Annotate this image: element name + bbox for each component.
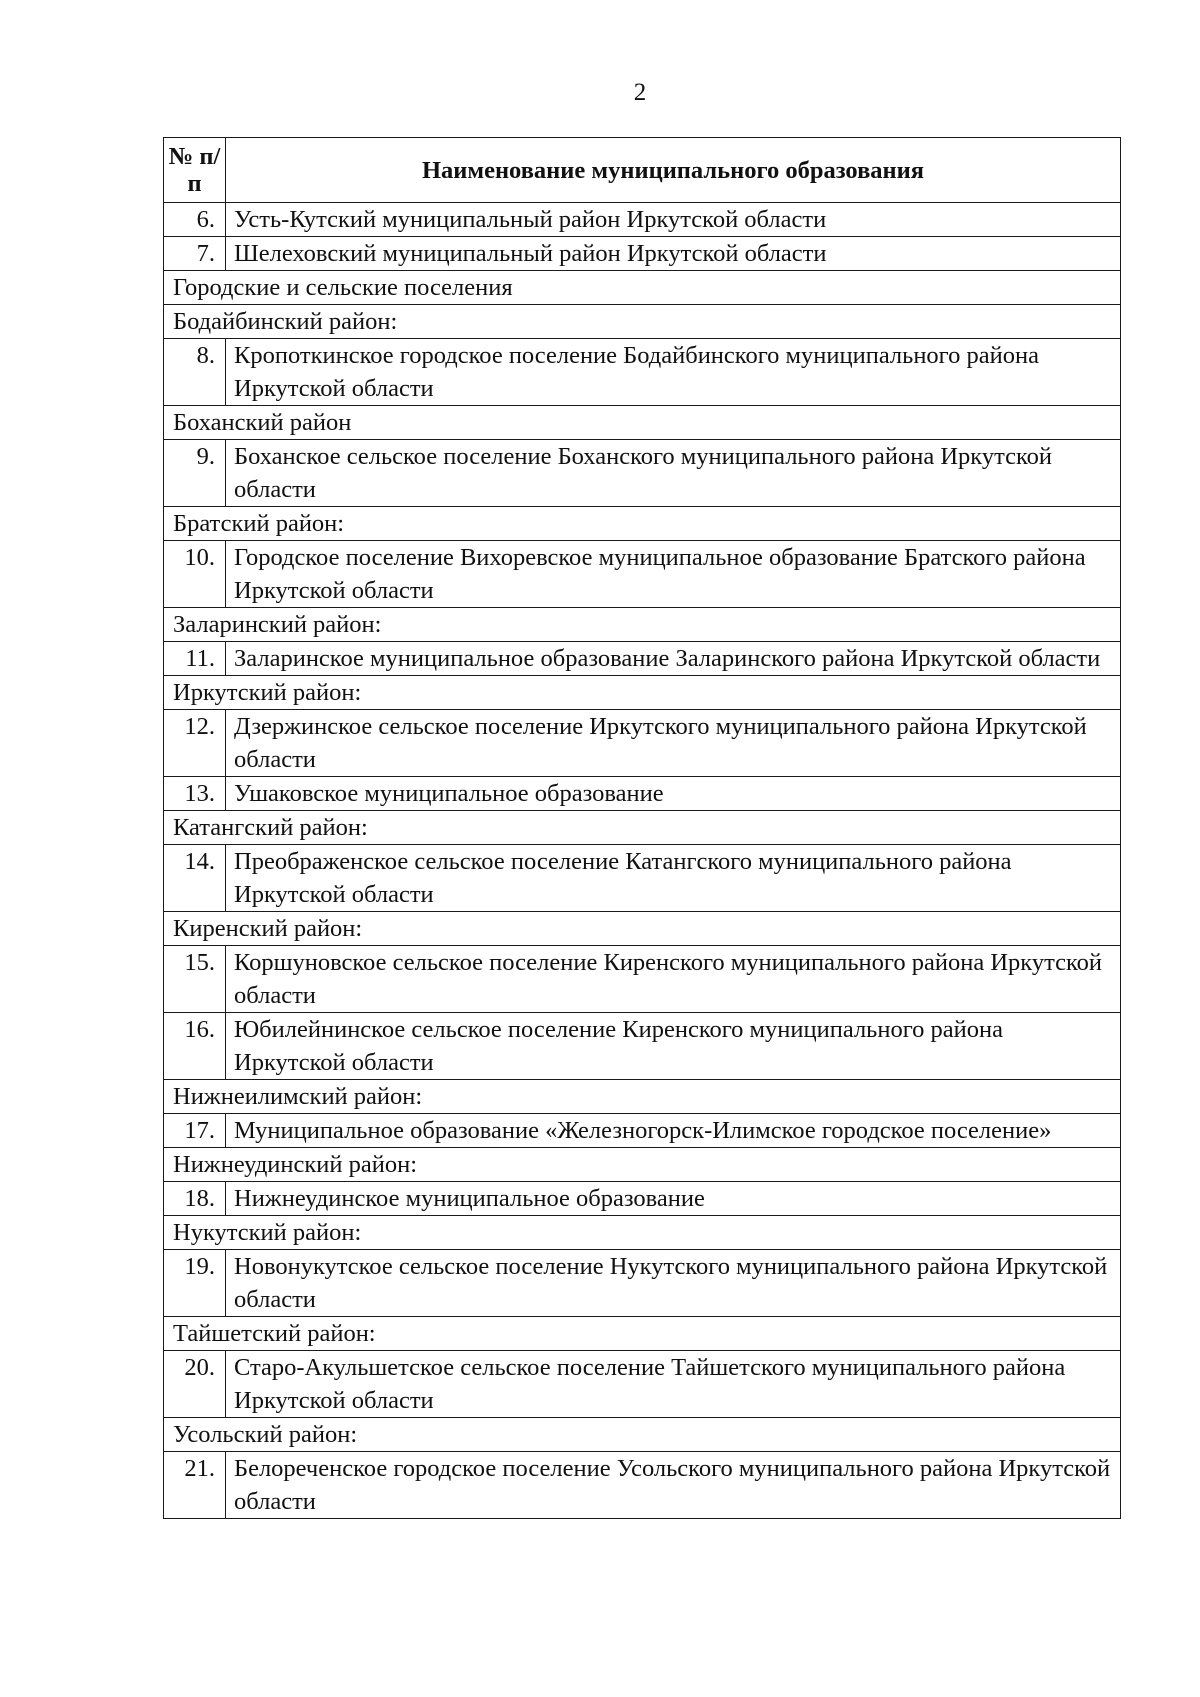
municipality-name: Старо-Акульшетское сельское поселение Тайшетского муниципального района Иркутской области <box>226 1351 1121 1418</box>
municipality-name: Заларинское муниципальное образование Заларинского района Иркутской области <box>226 642 1121 676</box>
header-number: № п/п <box>164 138 226 203</box>
group-label: Нижнеудинский район: <box>164 1148 1121 1182</box>
group-header-row <box>164 1317 1121 1351</box>
group-label: Братский район: <box>164 507 1121 541</box>
row-number: 19. <box>164 1250 226 1317</box>
table-row <box>164 237 1121 271</box>
row-number: 11. <box>164 642 226 676</box>
table-row <box>164 1013 1121 1080</box>
municipality-name: Усть-Кутский муниципальный район Иркутской области <box>226 203 1121 237</box>
group-label: Городские и сельские поселения <box>164 271 1121 305</box>
group-header-row <box>164 608 1121 642</box>
row-number: 18. <box>164 1182 226 1216</box>
table-row <box>164 777 1121 811</box>
table-body <box>164 203 1121 1519</box>
row-number: 6. <box>164 203 226 237</box>
municipality-name: Нижнеудинское муниципальное образование <box>226 1182 1121 1216</box>
row-number: 12. <box>164 710 226 777</box>
table-row <box>164 541 1121 608</box>
table-row <box>164 440 1121 507</box>
group-header-row <box>164 305 1121 339</box>
row-number: 15. <box>164 946 226 1013</box>
table-row <box>164 1182 1121 1216</box>
municipality-name: Коршуновское сельское поселение Киренского муниципального района Иркутской области <box>226 946 1121 1013</box>
row-number: 10. <box>164 541 226 608</box>
group-header-row <box>164 1080 1121 1114</box>
group-label: Усольский район: <box>164 1418 1121 1452</box>
municipality-name: Ушаковское муниципальное образование <box>226 777 1121 811</box>
municipality-name: Городское поселение Вихоревское муниципальное образование Братского района Иркутской области <box>226 541 1121 608</box>
municipality-name: Шелеховский муниципальный район Иркутской области <box>226 237 1121 271</box>
group-header-row <box>164 1148 1121 1182</box>
group-header-row <box>164 271 1121 305</box>
group-header-row <box>164 811 1121 845</box>
row-number: 7. <box>164 237 226 271</box>
table-header-row <box>164 138 1121 203</box>
municipality-name: Дзержинское сельское поселение Иркутского муниципального района Иркутской области <box>226 710 1121 777</box>
municipality-name: Кропоткинское городское поселение Бодайбинского муниципального района Иркутской области <box>226 339 1121 406</box>
row-number: 13. <box>164 777 226 811</box>
municipality-name: Боханское сельское поселение Боханского муниципального района Иркутской области <box>226 440 1121 507</box>
group-header-row <box>164 507 1121 541</box>
table-row <box>164 1250 1121 1317</box>
group-header-row <box>164 1216 1121 1250</box>
municipality-name: Новонукутское сельское поселение Нукутского муниципального района Иркутской области <box>226 1250 1121 1317</box>
page-number: 2 <box>633 79 647 106</box>
group-header-row <box>164 676 1121 710</box>
table-row <box>164 1114 1121 1148</box>
group-label: Киренский район: <box>164 912 1121 946</box>
group-label: Нукутский район: <box>164 1216 1121 1250</box>
table-row <box>164 339 1121 406</box>
municipality-name: Белореченское городское поселение Усольского муниципального района Иркутской области <box>226 1452 1121 1519</box>
table-row <box>164 1452 1121 1519</box>
municipality-name: Юбилейнинское сельское поселение Киренского муниципального района Иркутской области <box>226 1013 1121 1080</box>
row-number: 20. <box>164 1351 226 1418</box>
municipality-name: Преображенское сельское поселение Катангского муниципального района Иркутской области <box>226 845 1121 912</box>
header-name: Наименование муниципального образования <box>226 138 1121 203</box>
table-row <box>164 710 1121 777</box>
row-number: 17. <box>164 1114 226 1148</box>
row-number: 8. <box>164 339 226 406</box>
group-label: Заларинский район: <box>164 608 1121 642</box>
row-number: 16. <box>164 1013 226 1080</box>
row-number: 14. <box>164 845 226 912</box>
row-number: 21. <box>164 1452 226 1519</box>
table-row <box>164 946 1121 1013</box>
group-header-row <box>164 406 1121 440</box>
table-row <box>164 642 1121 676</box>
municipalities-table <box>163 137 1121 1519</box>
municipality-name: Муниципальное образование «Железногорск-Илимское городское поселение» <box>226 1114 1121 1148</box>
group-header-row <box>164 912 1121 946</box>
group-label: Иркутский район: <box>164 676 1121 710</box>
group-label: Бодайбинский район: <box>164 305 1121 339</box>
group-label: Боханский район <box>164 406 1121 440</box>
group-label: Нижнеилимский район: <box>164 1080 1121 1114</box>
group-label: Катангский район: <box>164 811 1121 845</box>
row-number: 9. <box>164 440 226 507</box>
table-row <box>164 845 1121 912</box>
group-header-row <box>164 1418 1121 1452</box>
table-row <box>164 1351 1121 1418</box>
table-row <box>164 203 1121 237</box>
group-label: Тайшетский район: <box>164 1317 1121 1351</box>
